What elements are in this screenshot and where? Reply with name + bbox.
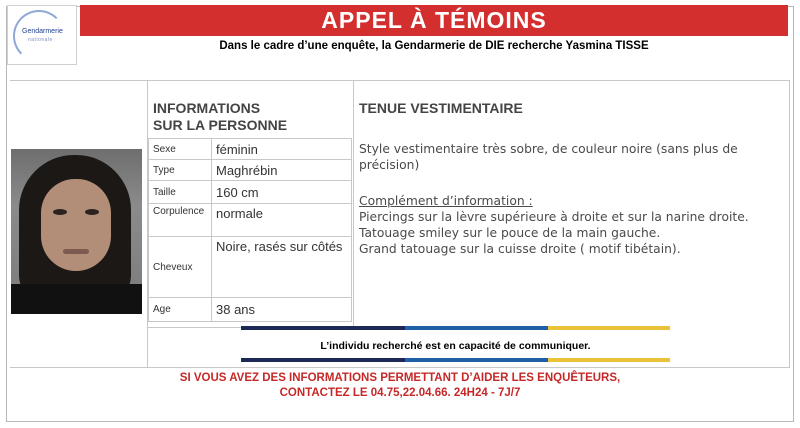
contact-line: SI VOUS AVEZ DES INFORMATIONS PERMETTANT D’AIDER LES ENQUÊTEURS, [179, 372, 621, 384]
row-label: Sexe [149, 139, 212, 160]
table-row [149, 204, 352, 237]
complement-line: Tatouage smiley sur le pouce de la main gauche. [359, 226, 661, 240]
complement-block [359, 193, 759, 257]
row-value: féminin [212, 139, 352, 160]
complement-line: Grand tatouage sur la cuisse droite ( motif tibétain). [359, 242, 681, 256]
logo-emblem-icon [13, 10, 65, 62]
person-section-title: INFORMATIONS SUR LA PERSONNE [153, 100, 288, 133]
row-value: 38 ans [212, 298, 352, 322]
tricolor-stripe-top [241, 326, 670, 330]
row-label: Cheveux [149, 237, 212, 298]
logo-text: Gendarmerie [22, 28, 63, 35]
row-label: Type [149, 160, 212, 181]
logo-subtext: nationale [28, 37, 53, 43]
complement-line: Piercings sur la lèvre supérieure à droite et sur la narine droite. [359, 210, 749, 224]
gendarmerie-logo [7, 5, 77, 65]
complement-title: Complément d’information : [359, 194, 533, 208]
table-row [149, 139, 352, 160]
row-value: Maghrébin [212, 160, 352, 181]
row-value: 160 cm [212, 181, 352, 204]
table-row [149, 160, 352, 181]
grid-line [10, 367, 790, 368]
row-value: normale [212, 204, 352, 237]
contact-phone: CONTACTEZ LE 04.75,22.04.66. 24H24 - 7J/7 [279, 387, 521, 399]
title-banner: APPEL À TÉMOINS [80, 5, 788, 36]
table-row [149, 181, 352, 204]
person-photo [11, 149, 142, 314]
grid-line [10, 80, 790, 81]
grid-line [789, 80, 790, 367]
subtitle: Dans le cadre d’une enquête, la Gendarmerie de DIE recherche Yasmina TISSE [219, 40, 649, 52]
clothing-description: Style vestimentaire très sobre, de couleur noire (sans plus de précision) [359, 142, 738, 172]
clothing-section-title: TENUE VESTIMENTAIRE [359, 100, 523, 116]
person-details-table [148, 138, 352, 322]
table-row [149, 298, 352, 322]
row-value: Noire, rasés sur côtés [212, 237, 352, 298]
row-label: Corpulence [149, 204, 212, 237]
grid-line [353, 80, 354, 327]
tricolor-stripe-bottom [241, 358, 670, 362]
contact-warning [6, 371, 794, 401]
table-row [149, 237, 352, 298]
capacity-notice: L’individu recherché est en capacité de communiquer. [320, 340, 591, 352]
row-label: Age [149, 298, 212, 322]
row-label: Taille [149, 181, 212, 204]
